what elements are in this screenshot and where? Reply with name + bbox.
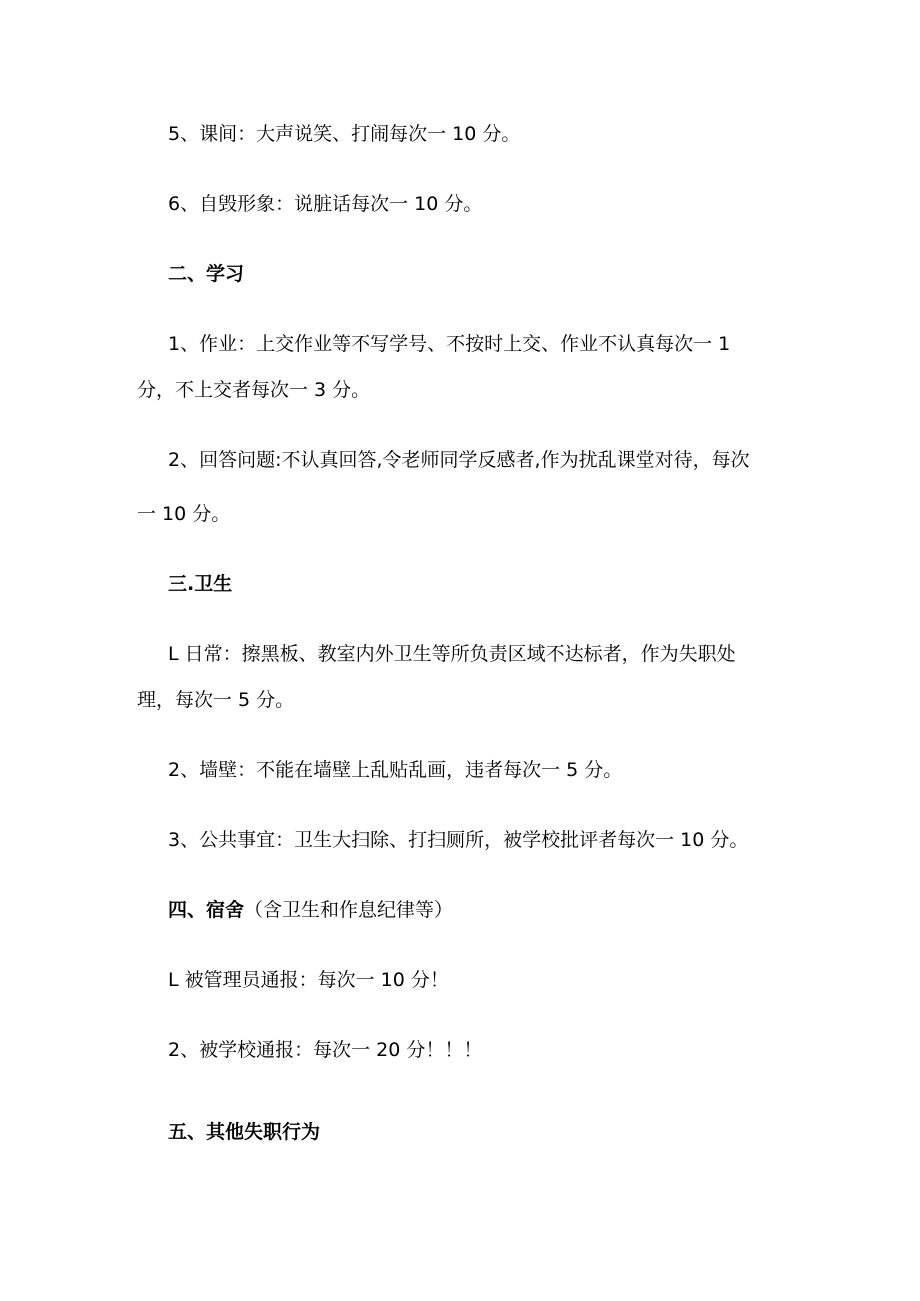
- item-dorm-school-report: 2、被学校通报：每次一 20 分！！！: [168, 1039, 483, 1061]
- item-homework-line1: 1、作业：上交作业等不写学号、不按时上交、作业不认真每次一 1: [168, 333, 731, 355]
- heading-study: 二、学习: [168, 263, 245, 285]
- item-class-break: 5、课间：大声说笑、打闹每次一 10 分。: [168, 123, 521, 145]
- item-self-image: 6、自毁形象：说脏话每次一 10 分。: [168, 193, 483, 215]
- heading-hygiene: 三.卫生: [168, 573, 233, 595]
- heading-dorm-note: （含卫生和作息纪律等）: [244, 899, 454, 921]
- heading-other: 五、其他失职行为: [168, 1121, 321, 1143]
- item-daily-line2: 理，每次一 5 分。: [137, 689, 295, 711]
- heading-dorm: [168, 898, 453, 922]
- item-public-affairs: 3、公共事宜：卫生大扫除、打扫厕所，被学校批评者每次一 10 分。: [168, 829, 749, 851]
- item-daily-line1: L 日常：擦黑板、教室内外卫生等所负责区域不达标者，作为失职处: [168, 643, 736, 665]
- item-dorm-admin-report: L 被管理员通报：每次一 10 分！: [168, 969, 449, 991]
- heading-dorm-title: 四、宿舍: [168, 899, 245, 921]
- item-wall: 2、墙壁：不能在墙壁上乱贴乱画，违者每次一 5 分。: [168, 759, 623, 781]
- item-answer-line1: 2、回答问题:不认真回答,令老师同学反感者,作为扰乱课堂对待，每次: [168, 449, 750, 471]
- item-homework-line2: 分，不上交者每次一 3 分。: [137, 379, 371, 401]
- item-answer-line2: 一 10 分。: [137, 503, 231, 525]
